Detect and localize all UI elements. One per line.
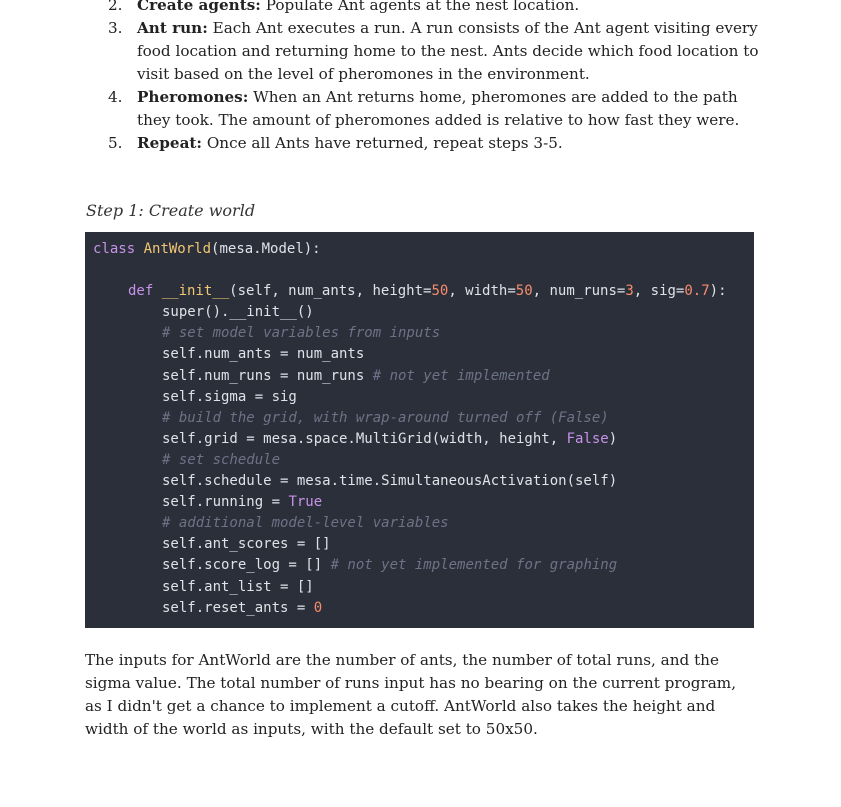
- list-item: [108, 17, 768, 86]
- step-text: Each Ant executes a run. A run consists of the Ant agent visiting every food location and returning home to the nest. Ants decide which food location to visit based on the level of pheromones in the environment.: [137, 19, 759, 83]
- step-text: Populate Ant agents at the nest location.: [260, 0, 580, 14]
- step-text: When an Ant returns home, pheromones are added to the path they took. The amount of pheromones added is relative to how fast they were.: [137, 88, 740, 129]
- step-title: Create agents:: [137, 0, 261, 14]
- list-item: [108, 86, 768, 132]
- list-item: [108, 0, 768, 17]
- code-line-ant-list: self.ant_list = []: [162, 578, 314, 595]
- step-number: 3.: [108, 19, 123, 37]
- code-line-def: def __init__(self, num_ants, height=50, width=50, num_runs=3, sig=0.7):: [128, 283, 727, 300]
- code-line-num-ants: self.num_ants = num_ants: [162, 346, 365, 363]
- code-line-reset-ants: self.reset_ants = 0: [162, 599, 323, 616]
- step-title: Repeat:: [137, 134, 203, 152]
- code-line-super: super().__init__(): [162, 304, 314, 321]
- code-line-class: class AntWorld(mesa.Model):: [93, 241, 321, 257]
- code-line-score-log: self.score_log = [] # not yet implemented for graphing: [162, 557, 618, 574]
- code-comment: # build the grid, with wrap-around turned off (False): [162, 409, 609, 426]
- steps-list: [108, 0, 768, 155]
- code-line-sigma: self.sigma = sig: [162, 388, 297, 405]
- step-number: 4.: [108, 88, 123, 106]
- step-number: 2.: [108, 0, 123, 14]
- code-line-blank: [93, 260, 754, 281]
- step-number: 5.: [108, 134, 123, 152]
- code-line-grid: self.grid = mesa.space.MultiGrid(width, height, False): [162, 430, 618, 447]
- code-line-schedule: self.schedule = mesa.time.SimultaneousActivation(self): [162, 473, 618, 490]
- code-comment: # set schedule: [162, 451, 281, 468]
- code-comment: # additional model-level variables: [162, 515, 449, 532]
- list-item: [108, 132, 768, 155]
- code-line-num-runs: self.num_runs = num_runs # not yet implemented: [162, 367, 550, 384]
- step-heading: Step 1: Create world: [86, 201, 256, 220]
- step-title: Ant run:: [137, 19, 208, 37]
- code-line-running: self.running = True: [162, 494, 323, 511]
- step-text: Once all Ants have returned, repeat steps 3-5.: [202, 134, 563, 152]
- code-block[interactable]: [85, 232, 754, 628]
- body-paragraph: The inputs for AntWorld are the number of ants, the number of total runs, and the sigma value. The total number of runs input has no bearing on the current program, as I didn't get a chance to implement a cutoff. AntWorld also takes the height and width of the world as inputs, with the default set to 50x50.: [85, 651, 737, 738]
- code-line-ant-scores: self.ant_scores = []: [162, 536, 331, 553]
- step-title: Pheromones:: [137, 88, 249, 106]
- code-comment: # set model variables from inputs: [162, 325, 441, 342]
